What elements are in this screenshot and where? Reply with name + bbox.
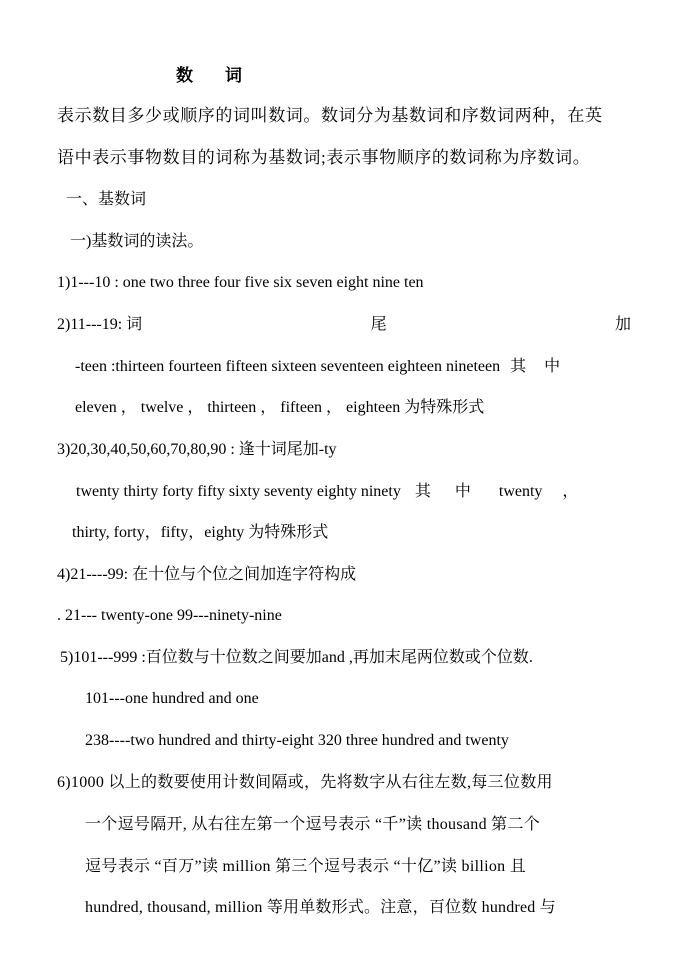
intro-line-1: 表示数目多少或顺序的词叫数词。数词分为基数词和序数词两种，在英 xyxy=(57,106,603,125)
rule-2-line-2 xyxy=(75,357,560,377)
rule-4-line-2: . 21--- twenty-one 99---ninety-nine xyxy=(57,607,282,624)
rule-5-line-2: 101---one hundred and one xyxy=(85,690,259,707)
rule-3: 3)20,30,40,50,60,70,80,90 : 逢十词尾加-ty xyxy=(57,441,337,458)
rule-3-comma: ， xyxy=(562,483,579,500)
rule-2-teen-list: -teen :thirteen fourteen fifteen sixteen seventeen eighteen nineteen xyxy=(75,358,501,375)
rule-5-line-3: 238----two hundred and thirty-eight 320 three hundred and twenty xyxy=(85,732,509,749)
intro-line-2: 语中表示事物数目的词称为基数词;表示事物顺序的数词称为序数词。 xyxy=(57,148,591,167)
rule-3-twenty: twenty xyxy=(498,483,543,500)
rule-3-line-2 xyxy=(76,482,578,502)
rule-3-line-3: thirty, forty，fifty，eighty 为特殊形式 xyxy=(72,524,329,541)
rule-2-part-a: 2)11---19: 词 xyxy=(57,316,143,333)
rule-2-qi: 其 xyxy=(510,358,527,375)
rule-6: 6)1000 以上的数要使用计数间隔或，先将数字从右往左数,每三位数用 xyxy=(57,774,553,791)
section-heading-cardinal: 一、基数词 xyxy=(66,191,147,208)
rule-6-line-2: 一个逗号隔开, 从右往左第一个逗号表示 “千”读 thousand 第二个 xyxy=(85,816,541,833)
rule-6-line-4: hundred, thousand, million 等用单数形式。注意，百位数 hundred 与 xyxy=(85,899,556,916)
rule-3-ty-list: twenty thirty forty fifty sixty seventy eighty ninety xyxy=(76,483,401,500)
rule-3-zhong: 中 xyxy=(454,483,471,500)
rule-2-zhong: 中 xyxy=(544,358,561,375)
subsection-heading-reading: 一)基数词的读法。 xyxy=(70,233,204,250)
title-char-1: 数 xyxy=(176,66,193,85)
rule-2-line-1 xyxy=(57,315,631,335)
page-title xyxy=(176,66,242,86)
rule-2-line-3: eleven ， twelve ， thirteen ， fifteen ， eighteen 为特殊形式 xyxy=(75,399,485,416)
rule-4: 4)21----99: 在十位与个位之间加连字符构成 xyxy=(57,566,357,583)
title-char-2: 词 xyxy=(225,66,242,85)
rule-2-part-c: 加 xyxy=(614,316,631,333)
rule-3-qi: 其 xyxy=(414,483,431,500)
rule-6-line-3: 逗号表示 “百万”读 million 第三个逗号表示 “十亿”读 billion 且 xyxy=(85,858,527,875)
rule-2-part-b: 尾 xyxy=(370,316,387,333)
rule-1: 1)1---10 : one two three four five six seven eight nine ten xyxy=(57,274,424,291)
rule-5: 5)101---999 :百位数与十位数之间要加and ,再加末尾两位数或个位数. xyxy=(60,649,533,666)
